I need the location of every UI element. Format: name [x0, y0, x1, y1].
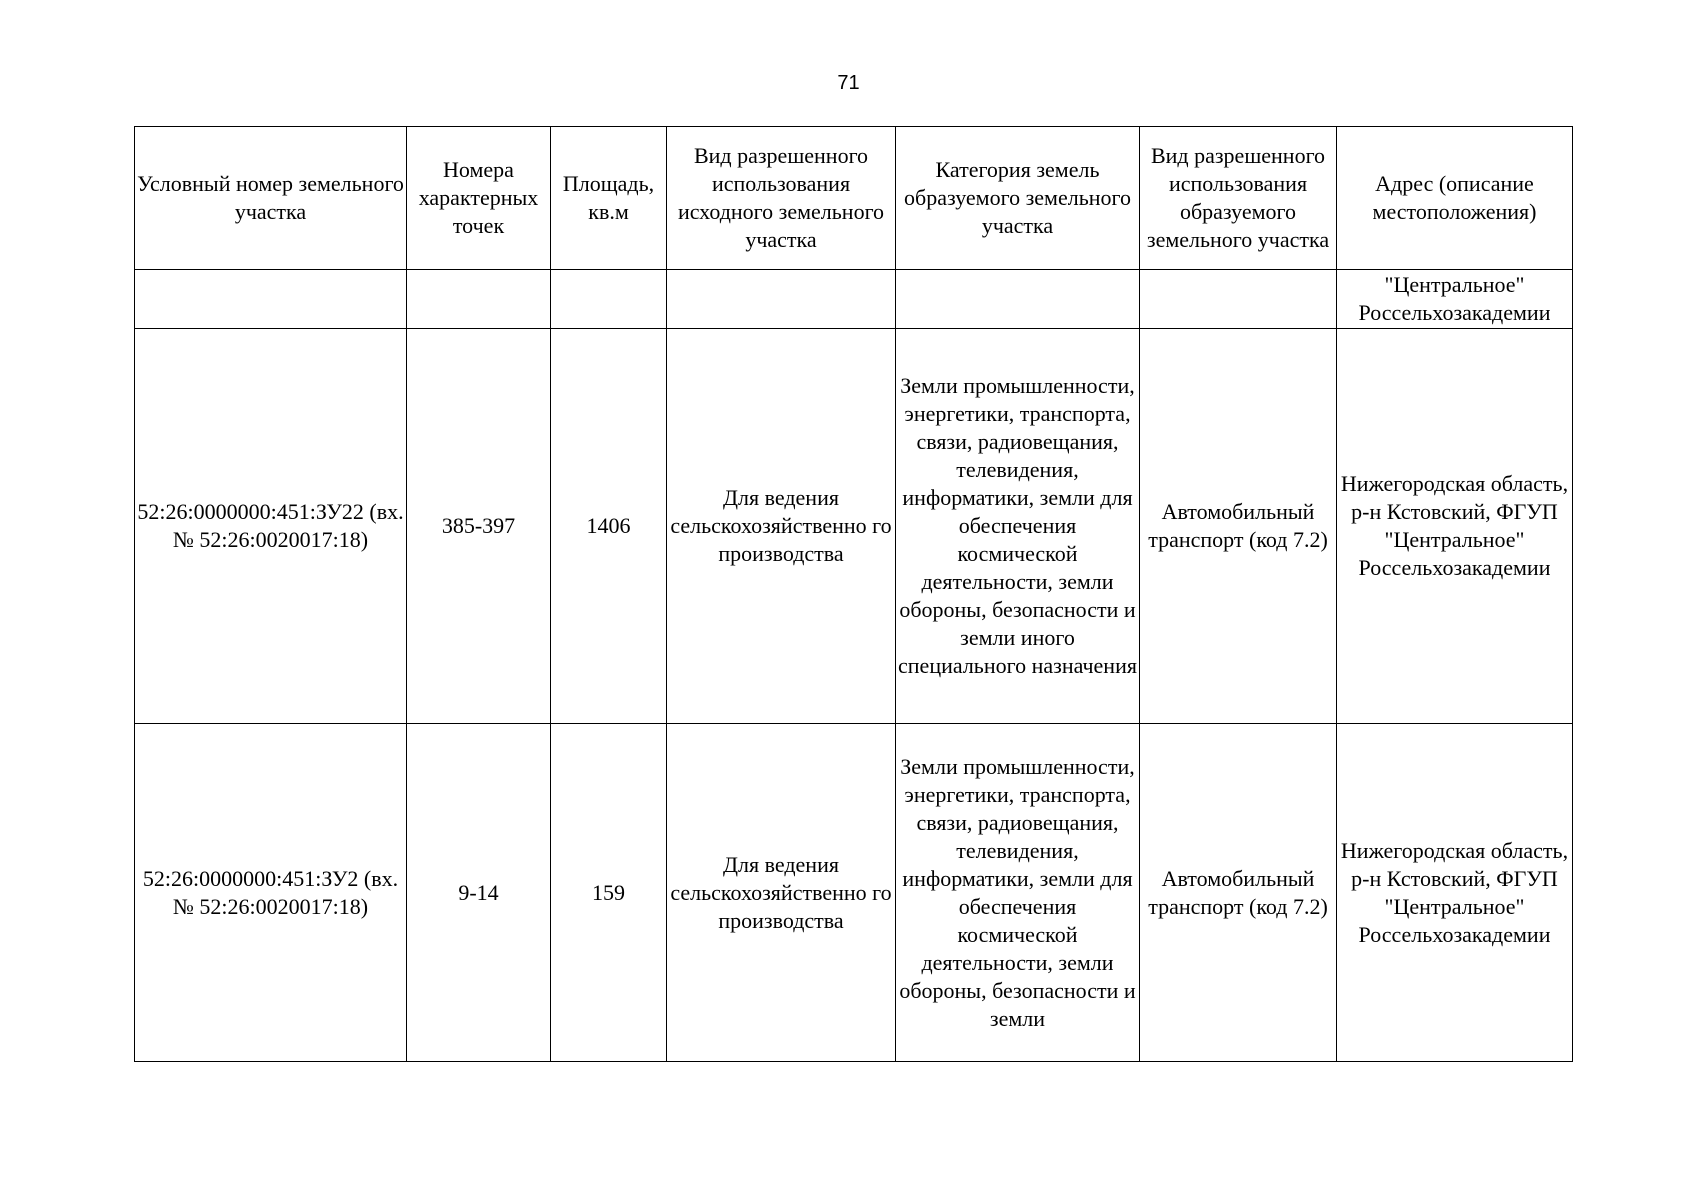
cell-new-use: Автомобильный транспорт (код 7.2): [1140, 724, 1337, 1062]
header-source-use: Вид разрешенного использования исходного земельного участка: [667, 127, 896, 270]
header-new-use: Вид разрешенного использования образуемого земельного участка: [1140, 127, 1337, 270]
cell-empty: [551, 270, 667, 329]
page-number: 71: [837, 72, 860, 94]
cell-empty: [407, 270, 551, 329]
cell-empty: [135, 270, 407, 329]
cell-empty: [1140, 270, 1337, 329]
cell-address: "Центральное" Россельхозакадемии: [1337, 270, 1573, 329]
cell-cadastral: 52:26:0000000:451:ЗУ2 (вх.№ 52:26:0020017:18): [135, 724, 407, 1062]
table-row: [135, 724, 1573, 1062]
cell-source-use: Для ведения сельскохозяйственно го производства: [667, 724, 896, 1062]
cell-area: 1406: [551, 329, 667, 724]
cell-address: Нижегородская область, р-н Кстовский, ФГУП "Центральное" Россельхозакадемии: [1337, 329, 1573, 724]
cell-area: 159: [551, 724, 667, 1062]
cell-category: Земли промышленности, энергетики, транспорта, связи, радиовещания, телевидения, информатики, земли для обеспечения космической деятельности, земли обороны, безопасности и земли иного специального назначения: [896, 329, 1140, 724]
cell-cadastral: 52:26:0000000:451:ЗУ22 (вх.№ 52:26:0020017:18): [135, 329, 407, 724]
cell-points: 9-14: [407, 724, 551, 1062]
cell-new-use: Автомобильный транспорт (код 7.2): [1140, 329, 1337, 724]
header-area: Площадь, кв.м: [551, 127, 667, 270]
cell-source-use: Для ведения сельскохозяйственно го производства: [667, 329, 896, 724]
land-plots-table: [134, 126, 1573, 1062]
header-points: Номера характерных точек: [407, 127, 551, 270]
cell-address: Нижегородская область, р-н Кстовский, ФГУП "Центральное" Россельхозакадемии: [1337, 724, 1573, 1062]
cell-points: 385-397: [407, 329, 551, 724]
cell-empty: [667, 270, 896, 329]
header-category: Категория земель образуемого земельного участка: [896, 127, 1140, 270]
table-row: [135, 329, 1573, 724]
header-address: Адрес (описание местоположения): [1337, 127, 1573, 270]
table-row-continuation: [135, 270, 1573, 329]
table-header-row: [135, 127, 1573, 270]
cell-empty: [896, 270, 1140, 329]
header-cadastral: Условный номер земельного участка: [135, 127, 407, 270]
cell-category: Земли промышленности, энергетики, транспорта, связи, радиовещания, телевидения, информатики, земли для обеспечения космической деятельности, земли обороны, безопасности и земли: [896, 724, 1140, 1062]
